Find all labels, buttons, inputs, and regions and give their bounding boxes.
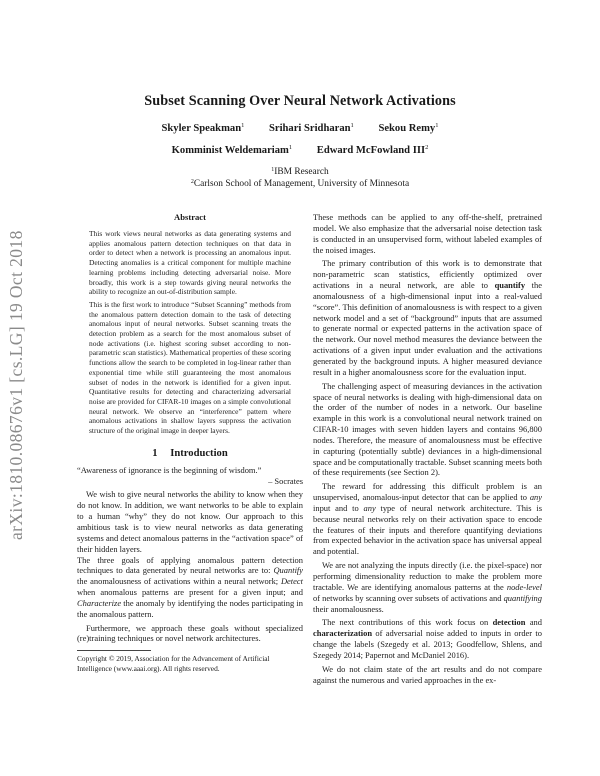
author-row-2 <box>0 144 600 156</box>
section-heading: 1 Introduction <box>152 447 228 459</box>
abstract-heading: Abstract <box>174 212 206 222</box>
footnote-rule <box>77 650 151 651</box>
paragraph: Furthermore, we approach these goals without specialized (re)training techniques or novel network architectures. <box>77 622 303 644</box>
abstract-paragraph: This work views neural networks as data generating systems and applies anomalous pattern detection techniques on that data in order to detect when a network is processing an anomalous input. Detecting anomalies is a critical component for multiple machine learning problems including detecting adversarial noise. More broadly, this work is a step towards giving neural networks the ability to recognize an out-of-distribution sample. <box>89 229 291 297</box>
paragraph: The primary contribution of this work is to demonstrate that non-parametric scan statistics, efficiently optimized over activations in a neural network, are able to quantify the anomalousness of a high-dimensional input into a real-valued “score”. This definition of anomalousness is with respect to a given network model and a set of “background” inputs that are assumed to generate normal or expected patterns in the activation space of the network. Our novel method measures the deviance between the activations of a given input under evaluation and the activations generated by the background inputs. A higher measured deviance result in a higher anomalousness score for the evaluation input. <box>313 258 542 377</box>
right-body <box>313 212 542 685</box>
abstract-paragraph: This is the first work to introduce “Subset Scanning” methods from the anomalous pattern detection domain to the task of detecting anomalous input of neural networks. Subset scanning treats the detection problem as a search for the most anomalous subset of node activations (i.e. highest scoring subset according to non-parametric scan statistics). Mathematical properties of these scoring functions allow the search to be completed in log-linear rather than exponential time while still guaranteeing the most anomalous subset of nodes in the network is identified for a given input. Quantitative results for detecting and characterizing adversarial noise are provided for CIFAR-10 images on a simple convolutional neural network. We observe an “interference” pattern where anomalous activations in shallow layers suppress the activation structure of the original image in deeper layers. <box>89 299 291 436</box>
paragraph: The challenging aspect of measuring deviances in the activation space of neural networks is dealing with high-dimensional data on the order of the number of nodes in a network. Our baseline example in this work is a convolutional neural network trained on CIFAR-10 images with seven hidden layers and contains 96,800 nodes. Therefore, the measure of anomalousness must be effective in capturing (potentially subtle) deviances in a high-dimensional space and be computationally tractable. Subset scanning meets both of these requirements (see Section 2). <box>313 380 542 478</box>
author: Skyler Speakman$^1$ <box>161 122 245 134</box>
affiliation: $^1$IBM Research <box>271 167 329 177</box>
copyright-notice: Copyright © 2019, Association for the Advancement of Artificial Intelligence (www.aaai.org). All rights reserved. <box>77 654 270 673</box>
author: Edward McFowland III$^2$ <box>316 144 429 156</box>
author-row-1 <box>0 122 600 134</box>
epigraph-source: – Socrates <box>268 475 303 486</box>
affiliation: $^2$Carlson School of Management, University of Minnesota <box>190 179 410 189</box>
author: Sekou Remy$^1$ <box>378 122 439 134</box>
abstract-body <box>89 229 291 436</box>
paragraph: We do not claim state of the art results and do not compare against the numerous and varied approaches in the ex- <box>313 663 542 685</box>
author: Srihari Sridharan$^1$ <box>269 122 354 134</box>
author: Komminist Weldemariam$^1$ <box>171 144 293 156</box>
right-column <box>313 212 542 685</box>
arxiv-stamp: arXiv:1810.08676v1 [cs.LG] 19 Oct 2018 <box>6 230 26 540</box>
left-column <box>77 212 303 673</box>
paragraph: The reward for addressing this difficult problem is an unsupervised, anomalous-input detector that can be applied to any input and to any type of neural network architecture. This is because neural networks rely on their activation space to encode the features of their inputs and therefore quantifying deviations from expected behavior in the activation space has universal appeal and potential. <box>313 481 542 557</box>
paper-title: Subset Scanning Over Neural Network Activations <box>144 93 456 109</box>
paragraph: We wish to give neural networks the ability to know when they do not know. In addition, we want networks to be able to explain to a human “why” they do not know. Our approach to this ambitious task is to view neural networks as data generating systems and detect anomalous patterns in the “activation space” of their hidden layers. <box>77 489 303 554</box>
paragraph: The three goals of applying anomalous pattern detection techniques to data generated by neural networks are to: Quantify the anomalousness of activations within a neural network; Detect when anomalous patterns are present for a given input; and Characterize the anomaly by identifying the nodes participating in the anomalous pattern. <box>77 554 303 619</box>
intro-body <box>77 465 303 645</box>
paragraph: The next contributions of this work focus on detection and characterization of adversarial noise added to inputs in order to change the labels (Szegedy et al. 2013; Goodfellow, Shlens, and Szegedy 2014; Papernot and McDaniel 2016). <box>313 617 542 660</box>
epigraph: “Awareness of ignorance is the beginning of wisdom.” <box>77 464 262 475</box>
paragraph: We are not analyzing the inputs directly (i.e. the pixel-space) nor performing dimensionality reduction to make the problem more tractable. We are identifying anomalous patterns at the node-level of networks by scanning over subsets of activations and quantifying their anomalousness. <box>313 560 542 614</box>
paragraph: These methods can be applied to any off-the-shelf, pretrained model. We also emphasize that the adversarial noise detection task is conducted in an unsupervised form, without labeled examples of the noised images. <box>313 212 542 255</box>
